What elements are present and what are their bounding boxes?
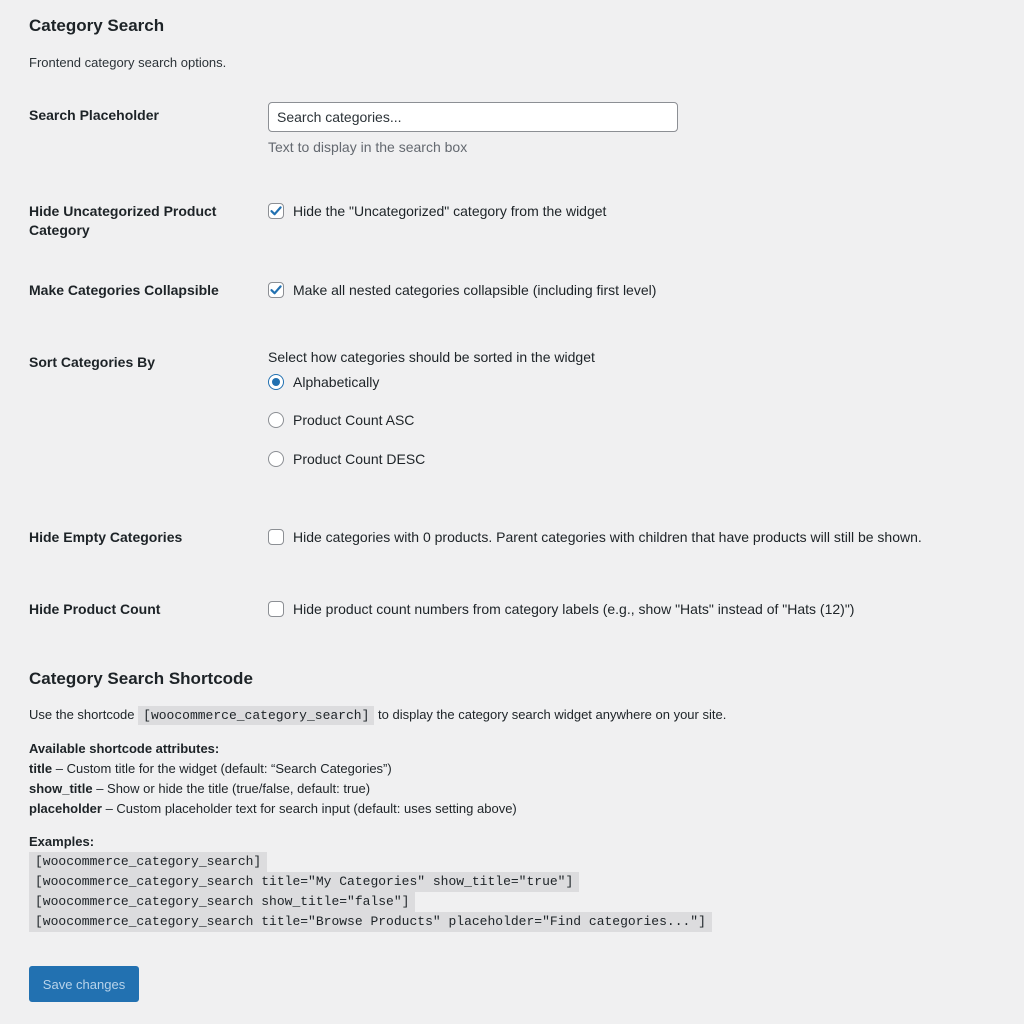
sort-radio-count-asc[interactable] [268, 412, 284, 428]
hide-uncategorized-checkbox[interactable] [268, 203, 284, 219]
attribute-name: title [29, 761, 53, 776]
shortcode-title: Category Search Shortcode [29, 669, 253, 688]
shortcode-intro-after: to display the category search widget anywhere on your site. [378, 707, 727, 722]
sort-radio-alphabetical[interactable] [268, 374, 284, 390]
sort-radio-count-desc[interactable] [268, 451, 284, 467]
example-code: [woocommerce_category_search show_title="false"] [29, 892, 415, 912]
hide-count-label: Hide Product Count [29, 601, 161, 617]
section-title: Category Search [29, 16, 165, 35]
attribute-name: show_title [29, 781, 93, 796]
example-code: [woocommerce_category_search] [29, 852, 267, 872]
search-placeholder-input[interactable] [268, 102, 678, 132]
hide-empty-checkbox[interactable] [268, 529, 284, 545]
hide-empty-text: Hide categories with 0 products. Parent categories with children that have products will still be shown. [293, 529, 922, 545]
save-changes-button[interactable]: Save changes [29, 966, 139, 1002]
hide-count-option[interactable] [268, 601, 854, 617]
collapsible-text: Make all nested categories collapsible (including first level) [293, 282, 657, 298]
sort-label: Sort Categories By [29, 354, 156, 370]
attributes-block [29, 739, 517, 819]
example-code: [woocommerce_category_search title="Browse Products" placeholder="Find categories..."] [29, 912, 712, 932]
examples-list [29, 852, 712, 932]
sort-option-label: Alphabetically [293, 374, 380, 390]
attribute-item [29, 799, 517, 819]
attributes-heading: Available shortcode attributes: [29, 741, 220, 756]
search-placeholder-help: Text to display in the search box [268, 139, 468, 155]
examples-heading: Examples: [29, 834, 95, 849]
collapsible-checkbox[interactable] [268, 282, 284, 298]
hide-uncategorized-option[interactable] [268, 203, 606, 219]
hide-uncategorized-text: Hide the "Uncategorized" category from the widget [293, 203, 607, 219]
attribute-desc: – Custom placeholder text for search input (default: uses setting above) [101, 801, 517, 816]
sort-option-count-asc[interactable] [268, 412, 414, 428]
attribute-desc: – Show or hide the title (true/false, default: true) [92, 781, 371, 796]
sort-option-label: Product Count DESC [293, 451, 426, 467]
sort-option-alphabetical[interactable] [268, 374, 379, 390]
attribute-desc: – Custom title for the widget (default: “Search Categories”) [52, 761, 392, 776]
hide-count-checkbox[interactable] [268, 601, 284, 617]
search-placeholder-field [268, 102, 678, 155]
attribute-name: placeholder [29, 801, 102, 816]
shortcode-code: [woocommerce_category_search] [138, 706, 374, 725]
checkmark-icon [269, 204, 283, 218]
shortcode-intro [29, 705, 726, 726]
attribute-item [29, 759, 517, 779]
checkmark-icon [269, 283, 283, 297]
attribute-item [29, 779, 517, 799]
hide-uncategorized-label: Hide Uncategorized Product Category [29, 203, 217, 238]
sort-help: Select how categories should be sorted in the widget [268, 349, 595, 365]
shortcode-intro-before: Use the shortcode [29, 707, 135, 722]
sort-option-label: Product Count ASC [293, 412, 415, 428]
example-code: [woocommerce_category_search title="My Categories" show_title="true"] [29, 872, 579, 892]
hide-count-text: Hide product count numbers from category labels (e.g., show "Hats" instead of "Hats (12)") [293, 601, 855, 617]
hide-empty-label: Hide Empty Categories [29, 529, 183, 545]
search-placeholder-label: Search Placeholder [29, 107, 159, 123]
section-description: Frontend category search options. [29, 55, 227, 70]
collapsible-option[interactable] [268, 282, 656, 298]
collapsible-label: Make Categories Collapsible [29, 282, 219, 298]
sort-field [268, 349, 595, 365]
hide-empty-option[interactable] [268, 529, 922, 545]
radio-selected-dot [272, 378, 280, 386]
sort-option-count-desc[interactable] [268, 451, 425, 467]
